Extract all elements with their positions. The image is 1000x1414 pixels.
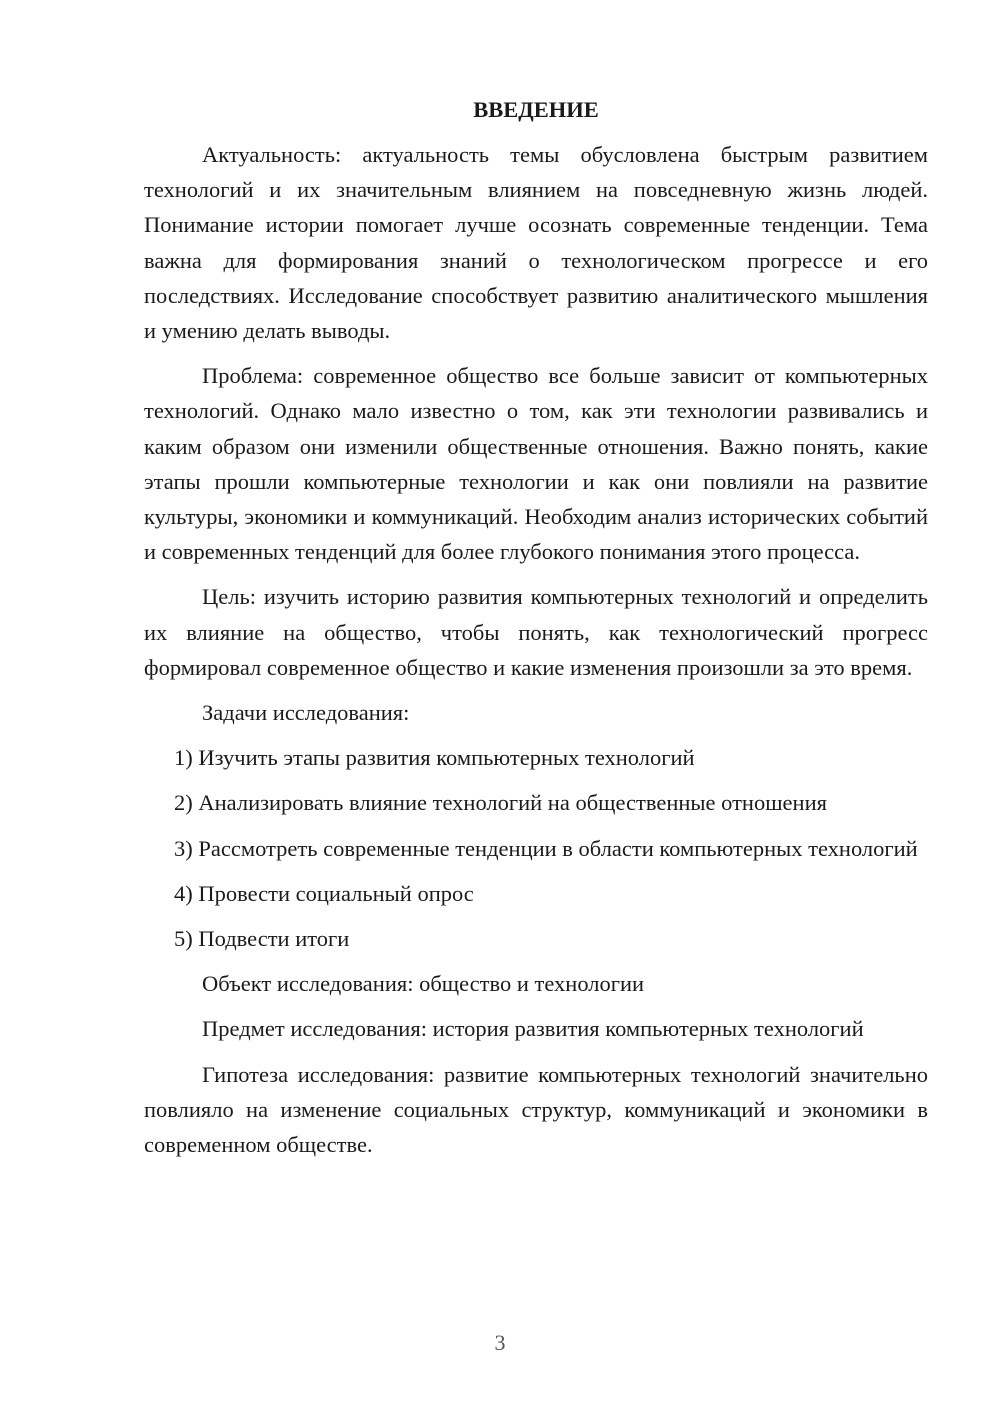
hypothesis-paragraph: Гипотеза исследования: развитие компьютерных технологий значительно повлияло на изменение социальных структур, коммуникаций и экономики в современном обществе. <box>144 1061 928 1158</box>
goal-paragraph: Цель: изучить историю развития компьютерных технологий и определить их влияние на общество, чтобы понять, как технологический прогресс формировал современное общество и какие изменения произошли за это время. <box>144 584 928 680</box>
tasks-heading: Задачи исследования: <box>202 700 410 726</box>
subject-paragraph: Предмет исследования: история развития компьютерных технологий <box>202 1016 864 1042</box>
relevance-paragraph: Актуальность: актуальность темы обусловлена быстрым развитием технологий и их значительным влиянием на повседневную жизнь людей. Понимание истории помогает лучше осознать современные тенденции. Тема важна для формирования знаний о технологическом прогрессе и его последствиях. Исследование способствует развитию аналитического мышления и умению делать выводы. <box>144 142 928 344</box>
task-item-3: 3) Рассмотреть современные тенденции в области компьютерных технологий <box>174 835 918 861</box>
object-paragraph: Объект исследования: общество и технологии <box>202 971 645 997</box>
task-item-2: 2) Анализировать влияние технологий на общественные отношения <box>174 790 827 816</box>
task-item-4: 4) Провести социальный опрос <box>174 880 474 906</box>
section-title: ВВЕДЕНИЕ <box>473 97 599 122</box>
document-body <box>144 92 928 1172</box>
task-item-1: 1) Изучить этапы развития компьютерных технологий <box>174 745 695 771</box>
task-item-5: 5) Подвести итоги <box>174 926 350 952</box>
problem-paragraph: Проблема: современное общество все больше зависит от компьютерных технологий. Однако мало известно о том, как эти технологии развивались и каким образом они изменили общественные отношения. Важно понять, какие этапы прошли компьютерные технологии и как они повлияли на развитие культуры, экономики и коммуникаций. Необходим анализ исторических событий и современных тенденций для более глубокого понимания этого процесса. <box>144 363 928 565</box>
page-number: 3 <box>494 1330 506 1355</box>
